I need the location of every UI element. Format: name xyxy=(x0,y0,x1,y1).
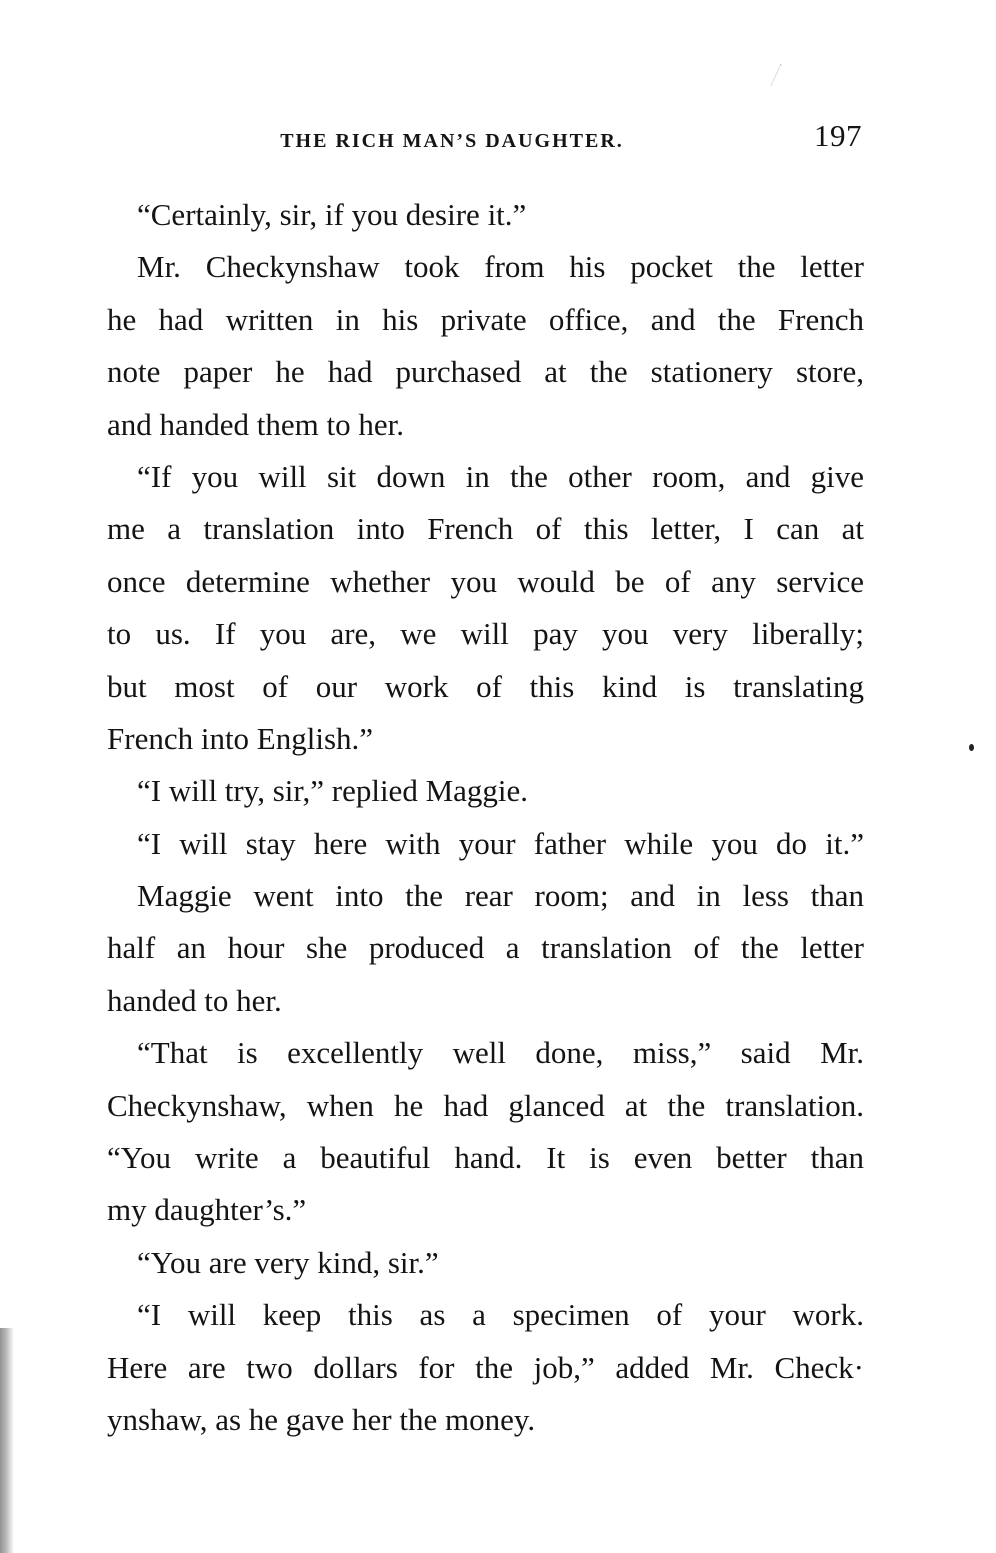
text-line: and handed them to her. xyxy=(107,406,404,442)
text-line: “Certainly, sir, if you desire it.” xyxy=(137,197,527,232)
text-line: French into English.” xyxy=(107,720,374,756)
text-line: “You are very kind, sir.” xyxy=(137,1244,439,1280)
text-line: “If you will sit down in the other room, and give xyxy=(137,458,864,494)
text-line: but most of our work of this kind is translating xyxy=(107,668,864,704)
text-line: “You write a beautiful hand. It is even better than xyxy=(107,1140,864,1176)
text-line: once determine whether you would be of any service xyxy=(107,563,864,599)
text-line: ynshaw, as he gave her the money. xyxy=(107,1401,536,1437)
text-line: Here are two dollars for the job,” added Mr. Check· xyxy=(107,1349,864,1385)
text-line: “I will stay here with your father while you do it.” xyxy=(137,825,864,861)
scan-mark xyxy=(758,58,782,86)
text-line: Mr. Checkynshaw took from his pocket the letter xyxy=(137,249,864,285)
text-line: Checkynshaw, when he had glanced at the translation. xyxy=(107,1087,864,1123)
text-line: half an hour she produced a translation of the letter xyxy=(107,930,864,966)
ink-speck xyxy=(969,744,974,751)
page-edge-shadow xyxy=(0,1328,14,1553)
text-line: he had written in his private office, and the French xyxy=(107,301,864,337)
page-header xyxy=(107,118,864,162)
text-line: “I will keep this as a specimen of your work. xyxy=(137,1297,864,1333)
page-number: 197 xyxy=(814,118,862,153)
text-line: my daughter’s.” xyxy=(107,1192,307,1228)
text-line: handed to her. xyxy=(107,982,282,1018)
text-line: me a translation into French of this letter, I can at xyxy=(107,511,864,547)
text-line: Maggie went into the rear room; and in less than xyxy=(137,878,864,914)
text-line: “That is excellently well done, miss,” said Mr. xyxy=(137,1035,864,1071)
text-line: to us. If you are, we will pay you very liberally; xyxy=(107,616,864,652)
text-line: note paper he had purchased at the stationery store, xyxy=(107,354,864,390)
text-line: “I will try, sir,” replied Maggie. xyxy=(137,773,529,809)
running-head: THE RICH MAN’S DAUGHTER. xyxy=(280,130,624,152)
body-text xyxy=(107,189,864,1446)
